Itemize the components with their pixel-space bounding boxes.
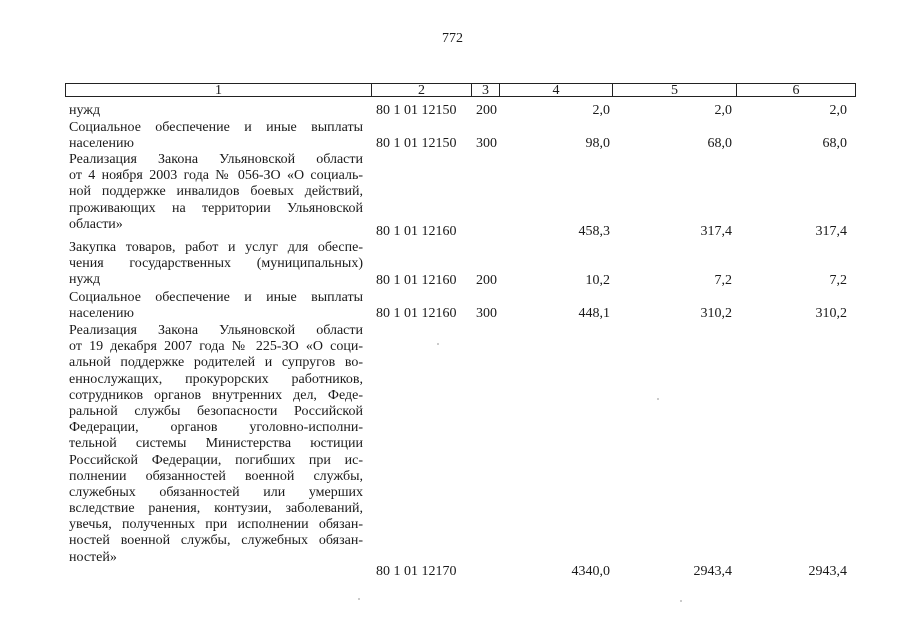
- header-col-6: 6: [792, 83, 800, 98]
- page-number: 772: [442, 31, 463, 46]
- value-col-6: 2943,4: [808, 564, 847, 579]
- value-col-4: 2,0: [592, 103, 610, 118]
- description-line: альной поддержке родителей и супругов во-: [69, 355, 363, 371]
- description-line: еннослужащих, прокурорских работников,: [69, 371, 363, 387]
- header-col-4: 4: [500, 84, 613, 96]
- value-col-4: 448,1: [578, 306, 610, 321]
- description-line: вследствие ранения, контузии, заболеваний,: [69, 501, 363, 517]
- description-line: Социальное обеспечение и иные выплаты: [69, 120, 363, 135]
- description-line: от 19 декабря 2007 года № 225-ЗО «О соци-: [69, 339, 363, 355]
- value-col-5: 68,0: [707, 136, 732, 151]
- description-line: сотрудников органов внутренних дел, Феде-: [69, 387, 363, 403]
- expense-type: 200: [476, 273, 497, 288]
- header-col-1: 1: [66, 84, 372, 96]
- header-col-5: 5: [613, 84, 737, 96]
- row-description: [69, 323, 363, 566]
- description-line: чения государственных (муниципальных): [69, 256, 363, 272]
- row-description: [69, 152, 363, 233]
- description-line: Закупка товаров, работ и услуг для обеспе-: [69, 240, 363, 255]
- description-line: ной поддержке инвалидов боевых действий,: [69, 184, 363, 200]
- value-col-4: 4340,0: [571, 564, 610, 579]
- budget-code: 80 1 01 12150: [376, 136, 457, 151]
- budget-code: 80 1 01 12150: [376, 103, 457, 118]
- description-line: населению: [69, 136, 134, 152]
- table-row: [0, 306, 905, 322]
- value-col-5: 2943,4: [693, 564, 732, 579]
- value-col-6: 317,4: [815, 224, 847, 239]
- value-col-4: 10,2: [585, 273, 610, 288]
- value-col-6: 7,2: [829, 273, 847, 288]
- description-line: полнении обязанностей военной службы,: [69, 468, 363, 484]
- expense-type: 300: [476, 306, 497, 321]
- value-col-4: 98,0: [585, 136, 610, 151]
- value-col-5: 2,0: [714, 103, 732, 118]
- description-line: служебных обязанностей или умерших: [69, 484, 363, 500]
- value-col-6: 310,2: [815, 306, 847, 321]
- description-line: нужд: [69, 103, 101, 118]
- description-line: тельной системы Министерства юстиции: [69, 436, 363, 452]
- description-line: ностей»: [69, 549, 117, 565]
- description-line: увечья, полученных при исполнении обязан-: [69, 517, 363, 533]
- table-row: [0, 273, 905, 289]
- table-row: [0, 564, 905, 580]
- description-line: нужд: [69, 272, 101, 288]
- value-col-6: 68,0: [822, 136, 847, 151]
- scan-speck: [437, 343, 439, 345]
- table-header: [65, 83, 856, 97]
- table-row: [0, 136, 905, 152]
- expense-type: 300: [476, 136, 497, 151]
- description-line: Реализация Закона Ульяновской области: [69, 152, 363, 167]
- description-line: Реализация Закона Ульяновской области: [69, 323, 363, 338]
- budget-code: 80 1 01 12160: [376, 273, 457, 288]
- value-col-6: 2,0: [829, 103, 847, 118]
- description-line: Российской Федерации, погибших при ис-: [69, 452, 363, 468]
- table-row: [0, 103, 905, 119]
- description-line: ностей военной службы, служебных обязан-: [69, 533, 363, 549]
- description-line: от 4 ноября 2003 года № 056-ЗО «О социаль-: [69, 168, 363, 184]
- table-row: [0, 224, 905, 240]
- description-line: ральной службы безопасности Российской: [69, 403, 363, 419]
- scan-speck: [358, 598, 360, 600]
- value-col-5: 7,2: [714, 273, 732, 288]
- budget-code: 80 1 01 12170: [376, 564, 457, 579]
- header-col-3: 3: [472, 84, 500, 96]
- expense-type: 200: [476, 103, 497, 118]
- description-line: Федерации, органов уголовно-исполни-: [69, 420, 363, 436]
- description-line: Социальное обеспечение и иные выплаты: [69, 290, 363, 305]
- budget-code: 80 1 01 12160: [376, 306, 457, 321]
- description-line: проживающих на территории Ульяновской: [69, 200, 363, 216]
- scan-speck: [680, 600, 682, 602]
- description-line: населению: [69, 306, 134, 322]
- value-col-5: 317,4: [700, 224, 732, 239]
- value-col-5: 310,2: [700, 306, 732, 321]
- value-col-4: 458,3: [578, 224, 610, 239]
- scan-speck: [657, 398, 659, 400]
- budget-code: 80 1 01 12160: [376, 224, 457, 239]
- header-col-2: 2: [372, 84, 472, 96]
- description-line: области»: [69, 216, 123, 232]
